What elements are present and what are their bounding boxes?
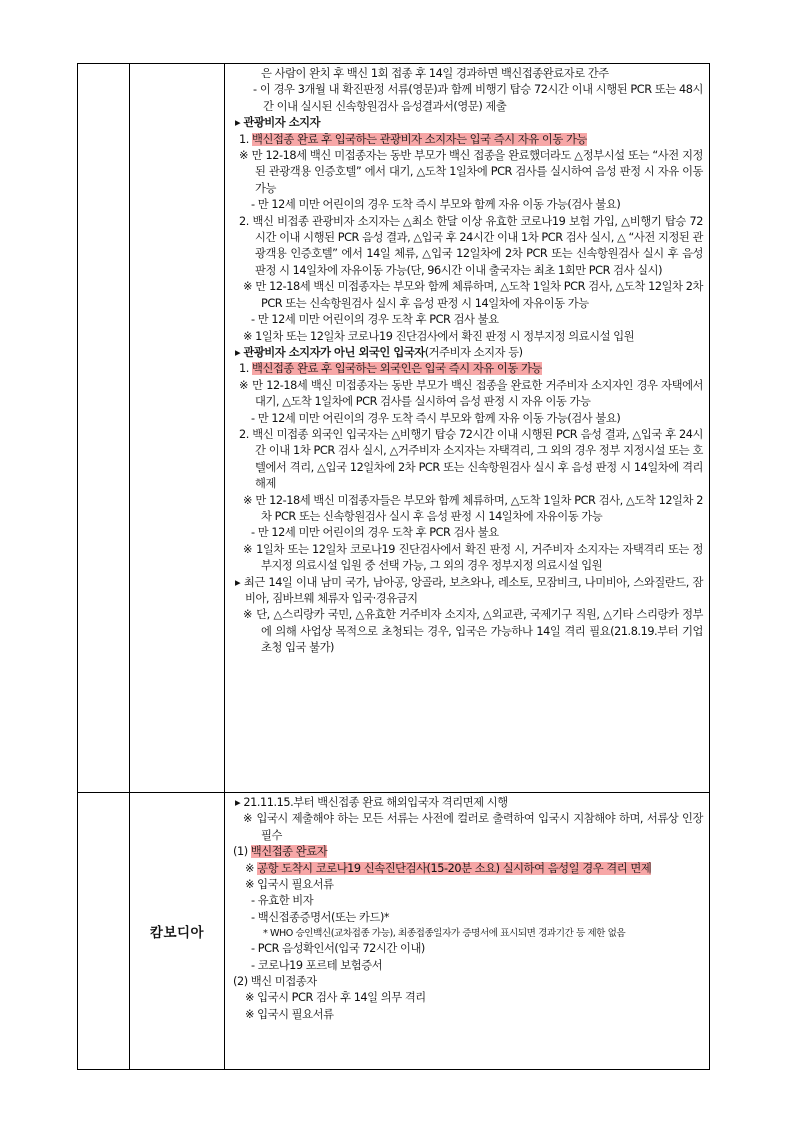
country-cell	[130, 64, 225, 793]
text-line	[231, 82, 703, 115]
text-line	[231, 893, 703, 909]
section-heading: 관광비자 소지자	[243, 116, 321, 130]
text-line	[231, 345, 703, 361]
line-text: - 만 12세 미만 어린이의 경우 도착 후 PCR 검사 불요	[251, 313, 499, 327]
line-text: - 유효한 비자	[251, 894, 314, 908]
text-line	[231, 795, 703, 811]
line-text: ※ 입국시 필요서류	[245, 1007, 334, 1021]
line-text: ※ 1일차 또는 12일차 코로나19 진단검사에서 확진 판정 시, 거주비자 소지자는 자택격리 또는 정부지정 의료시설 입원 중 선택 가능, 그 외의 경우 정부지정 의료시설 입원	[243, 542, 703, 573]
line-text: 2. 백신 비접종 관광비자 소지자는 △최소 한달 이상 유효한 코로나19 보험 가입, △비행기 탑승 72시간 이내 시행된 PCR 음성 결과, △입국 후 24시간 이내 1차 PCR 검사 실시, △ “사전 지정된 관광객용 인증호텔” 에서 14일 체류, △입국 12일차에 2차 PCR 또는 신속항원검사 실시 후 음성 판정 시 14일차에 자유이동 가능(단, 96시간 이내 출국자는 최초 1회만 PCR 검사 실시)	[239, 214, 703, 277]
line-text: - 만 12세 미만 어린이의 경우 도착 즉시 부모와 함께 자유 이동 가능(검사 불요)	[251, 411, 621, 425]
text-line	[231, 941, 703, 957]
table-row	[78, 793, 710, 1070]
text-line	[231, 279, 703, 312]
text-line	[231, 974, 703, 990]
line-text: ※ 입국시 PCR 검사 후 14일 의무 격리	[245, 991, 426, 1005]
line-text: ※ 만 12-18세 백신 미접종자는 동반 부모가 백신 접종을 완료한 거주비자 소지자인 경우 자택에서 대기, △도착 1일차에 PCR 검사를 실시하여 음성 판정 시 자유 이동 가능	[239, 378, 703, 409]
line-text: (2) 백신 미접종자	[233, 975, 317, 989]
line-text: - 백신접종증명서(또는 카드)*	[251, 910, 390, 924]
text-line	[231, 66, 703, 82]
highlighted-text: 백신접종 완료 후 입국하는 외국인은 입국 즉시 자유 이동 가능	[252, 362, 542, 376]
line-text: ▸ 최근 14일 이내 남미 국가, 남아공, 앙골라, 보츠와나, 레소토, 모잠비크, 나미비아, 스와질란드, 잠비아, 짐바브웨 체류자 입국·경유금지	[235, 575, 703, 605]
text-line	[231, 411, 703, 427]
content-cell	[225, 793, 710, 1070]
row2-content	[225, 793, 709, 1025]
line-text: ※ 입국시 필요서류	[245, 878, 334, 892]
text-line	[231, 493, 703, 526]
line-prefix: 1.	[239, 362, 253, 376]
text-line	[231, 427, 703, 493]
line-text: - 이 경우 3개월 내 확진판정 서류(영문)과 함께 비행기 탑승 72시간 이내 시행된 PCR 또는 48시간 이내 실시된 신속항원검사 음성결과서(영문) 제출	[253, 83, 703, 113]
line-prefix: ▸	[235, 345, 244, 359]
text-line	[231, 361, 703, 377]
highlighted-text: 공항 도착시 코로나19 신속진단검사(15-20분 소요) 실시하여 음성일 경우 격리 면제	[257, 861, 652, 875]
line-text: ※ 입국시 제출해야 하는 모든 서류는 사전에 컬러로 출력하여 입국시 지참해야 하며, 서류상 인장 필수	[243, 812, 703, 842]
text-line	[231, 910, 703, 926]
text-line	[231, 958, 703, 974]
empty-cell	[78, 793, 130, 1070]
country-name: 캄보디아	[149, 925, 205, 941]
text-line	[231, 197, 703, 213]
row1-content	[225, 64, 709, 659]
line-text: - 만 12세 미만 어린이의 경우 도착 후 PCR 검사 불요	[251, 526, 499, 540]
line-text: ▸ 21.11.15.부터 백신접종 완료 해외입국자 격리면제 시행	[235, 796, 508, 809]
text-line	[231, 1007, 703, 1023]
text-line	[231, 542, 703, 575]
line-text: ※ 만 12-18세 백신 미접종자는 동반 부모가 백신 접종을 완료했더라도 △정부시설 또는 “사전 지정된 관광객용 인증호텔” 에서 대기, △도착 1일차에 PCR 검사를 실시하여 음성 판정 시 자유 이동 가능	[239, 149, 703, 195]
line-text: ※ 1일차 또는 12일차 코로나19 진단검사에서 확진 판정 시 정부지정 의료시설 입원	[243, 329, 635, 343]
text-line	[231, 329, 703, 345]
line-text: ※ 만 12-18세 백신 미접종자는 부모와 함께 체류하며, △도착 1일차 PCR 검사, △도착 12일차 2차 PCR 또는 신속항원검사 실시 후 음성 판정 시 14일차에 자유이동 가능	[243, 280, 703, 310]
line-prefix: ▸	[235, 116, 244, 130]
travel-restrictions-table	[77, 63, 710, 1070]
line-prefix: 1.	[239, 132, 253, 146]
text-line	[231, 132, 703, 148]
table-row	[78, 64, 710, 793]
line-text: - 코로나19 포르테 보험증서	[251, 958, 383, 972]
content-cell	[225, 64, 710, 793]
line-text: ※ 만 12-18세 백신 미접종자들은 부모와 함께 체류하며, △도착 1일차 PCR 검사, △도착 12일차 2차 PCR 또는 신속항원검사 실시 후 음성 판정 시 14일차에 자유이동 가능	[243, 493, 703, 523]
country-cell	[130, 793, 225, 1070]
line-text: - PCR 음성확인서(입국 72시간 이내)	[251, 942, 425, 956]
text-line	[231, 811, 703, 844]
text-line	[231, 990, 703, 1006]
text-line	[231, 312, 703, 328]
line-text: 은 사람이 완치 후 백신 1회 접종 후 14일 경과하면 백신접종완료자로 간주	[261, 67, 609, 80]
section-heading: 관광비자 소지자가 아닌 외국인 입국자	[243, 345, 425, 359]
text-line	[231, 861, 703, 877]
line-text: 2. 백신 미접종 외국인 입국자는 △비행기 탑승 72시간 이내 시행된 PCR 음성 결과, △입국 후 24시간 이내 1차 PCR 검사 실시, △거주비자 소지자는 자택격리, 그 외의 경우 정부 지정시설 또는 호텔에서 격리, △입국 12일차에 2차 PCR 또는 신속항원검사 실시 후 음성 판정 시 14일차에 격리 해제	[239, 427, 703, 491]
line-prefix: (1)	[233, 845, 251, 859]
text-line	[231, 877, 703, 893]
text-line	[231, 575, 703, 608]
text-line	[231, 214, 703, 280]
line-text: (거주비자 소지자 등)	[424, 345, 523, 359]
empty-cell	[78, 64, 130, 793]
text-line	[231, 844, 703, 860]
highlighted-text: 백신접종 완료자	[250, 845, 328, 859]
text-line	[231, 926, 703, 941]
line-text: * WHO 승인백신(교차접종 가능), 최종접종일자가 증명서에 표시되면 경과기간 등 제한 없음	[263, 928, 626, 940]
text-line	[231, 525, 703, 541]
line-prefix: ※	[245, 861, 258, 875]
text-line	[231, 148, 703, 197]
text-line	[231, 115, 703, 131]
line-text: - 만 12세 미만 어린이의 경우 도착 즉시 부모와 함께 자유 이동 가능(검사 불요)	[251, 198, 621, 212]
line-text: ※ 단, △스리랑카 국민, △유효한 거주비자 소지자, △외교관, 국제기구 직원, △기타 스리랑카 정부에 의해 사업상 목적으로 초청되는 경우, 입국은 가능하나 14일 격리 필요(21.8.19.부터 기업 초청 입국 불가)	[243, 608, 703, 655]
text-line	[231, 378, 703, 411]
highlighted-text: 백신접종 완료 후 입국하는 관광비자 소지자는 입국 즉시 자유 이동 가능	[252, 132, 587, 146]
text-line	[231, 607, 703, 656]
